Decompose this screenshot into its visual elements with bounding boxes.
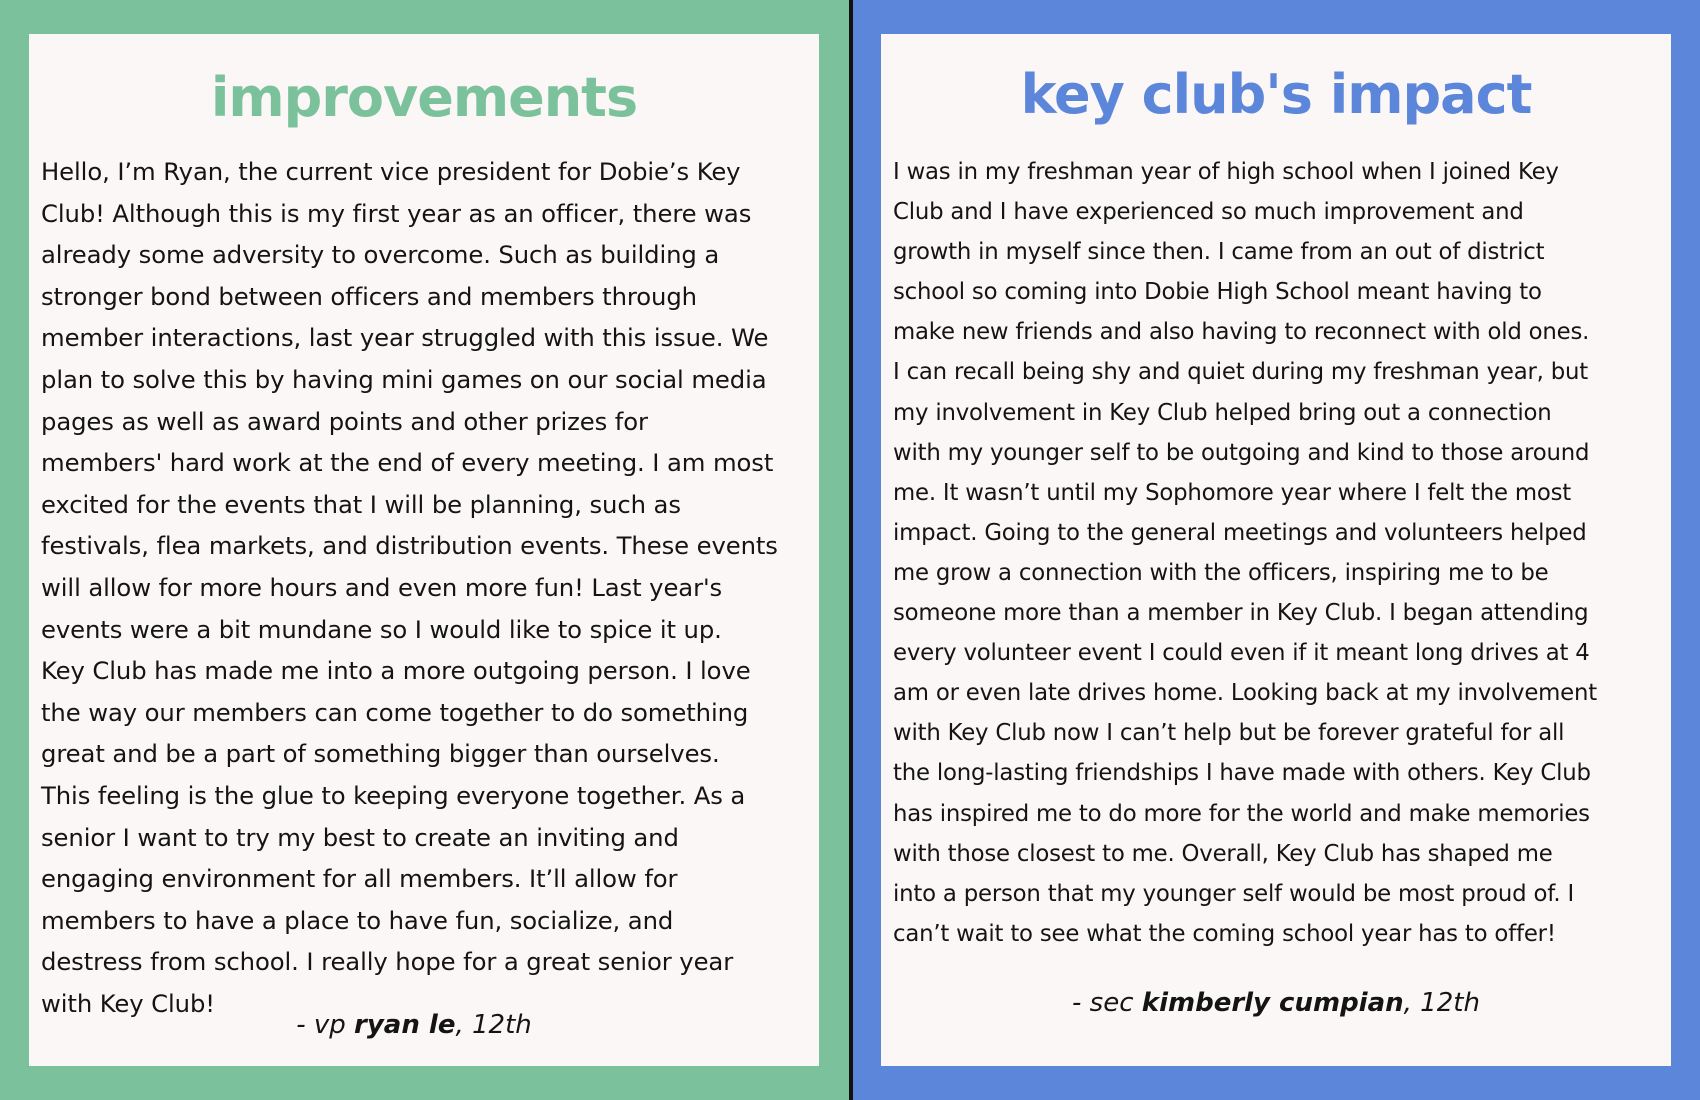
text-line: excited for the events that I will be planning, such as <box>41 489 681 519</box>
text-line: great and be a part of something bigger than ourselves. <box>41 739 720 769</box>
text-line: with those closest to me. Overall, Key Club has shaped me <box>893 840 1553 867</box>
text-line: Key Club has made me into a more outgoing person. I love <box>41 656 751 686</box>
text-line: into a person that my younger self would be most proud of. I <box>893 880 1575 907</box>
text-line: me. It wasn’t until my Sophomore year where I felt the most <box>893 479 1572 506</box>
text-line: will allow for more hours and even more fun! Last year's <box>41 572 723 602</box>
text-line: has inspired me to do more for the world and make memories <box>893 800 1590 827</box>
text-line: me grow a connection with the officers, inspiring me to be <box>893 559 1549 586</box>
text-line: members to have a place to have fun, socialize, and <box>41 905 674 935</box>
text-line: my involvement in Key Club helped bring out a connection <box>893 399 1552 426</box>
text-line: the way our members can come together to do something <box>41 697 749 727</box>
text-line: every volunteer event I could even if it meant long drives at 4 <box>893 640 1590 667</box>
text-line: plan to solve this by having mini games on our social media <box>41 364 767 394</box>
text-line: festivals, flea markets, and distribution events. These events <box>41 531 778 561</box>
left-signature-name: ryan le <box>354 1010 456 1040</box>
text-line: events were a bit mundane so I would like to spice it up. <box>41 614 722 644</box>
text-line: am or even late drives home. Looking back at my involvement <box>893 680 1597 707</box>
left-panel-signature <box>19 1010 809 1040</box>
text-line: with Key Club! <box>41 988 215 1018</box>
text-line: Club! Although this is my first year as an officer, there was <box>41 198 752 228</box>
text-line: with Key Club now I can’t help but be forever grateful for all <box>893 720 1565 747</box>
right-panel-body <box>893 152 1665 954</box>
text-line: Club and I have experienced so much improvement and <box>893 199 1524 226</box>
left-panel-body <box>41 151 811 1024</box>
right-card <box>881 34 1671 1066</box>
text-line: members' hard work at the end of every meeting. I am most <box>41 448 774 478</box>
text-line: senior I want to try my best to create an inviting and <box>41 822 679 852</box>
text-line: Hello, I’m Ryan, the current vice president for Dobie’s Key <box>41 157 741 186</box>
left-card <box>29 34 819 1066</box>
right-panel-border <box>853 0 1700 1100</box>
text-line: I was in my freshman year of high school when I joined Key <box>893 159 1559 185</box>
right-panel-title: key club's impact <box>1020 63 1532 126</box>
right-signature-prefix: - sec <box>1072 988 1142 1018</box>
text-line: with my younger self to be outgoing and kind to those around <box>893 439 1590 466</box>
text-line: growth in myself since then. I came from an out of district <box>893 239 1545 266</box>
text-line: someone more than a member in Key Club. I began attending <box>893 600 1589 627</box>
text-line: can’t wait to see what the coming school year has to offer! <box>893 920 1556 947</box>
text-line: stronger bond between officers and members through <box>41 281 697 311</box>
text-line: This feeling is the glue to keeping everyone together. As a <box>41 780 746 810</box>
text-line: I can recall being shy and quiet during my freshman year, but <box>893 359 1589 386</box>
text-line: pages as well as award points and other prizes for <box>41 406 648 436</box>
text-line: the long-lasting friendships I have made with others. Key Club <box>893 760 1591 787</box>
text-line: engaging environment for all members. It’ll allow for <box>41 864 678 894</box>
text-line: impact. Going to the general meetings and volunteers helped <box>893 519 1587 546</box>
text-line: make new friends and also having to reconnect with old ones. <box>893 319 1590 346</box>
text-line: school so coming into Dobie High School meant having to <box>893 279 1542 306</box>
right-signature-suffix: , 12th <box>1403 988 1480 1018</box>
right-signature-name: kimberly cumpian <box>1141 988 1404 1018</box>
right-panel-signature <box>881 988 1671 1018</box>
left-panel-title: improvements <box>210 66 638 129</box>
text-line: destress from school. I really hope for a great senior year <box>41 947 734 977</box>
left-signature-suffix: , 12th <box>455 1010 532 1040</box>
left-panel-border <box>0 0 849 1100</box>
text-line: already some adversity to overcome. Such as building a <box>41 240 720 270</box>
text-line: member interactions, last year struggled with this issue. We <box>41 323 769 353</box>
left-signature-prefix: - vp <box>296 1010 355 1040</box>
